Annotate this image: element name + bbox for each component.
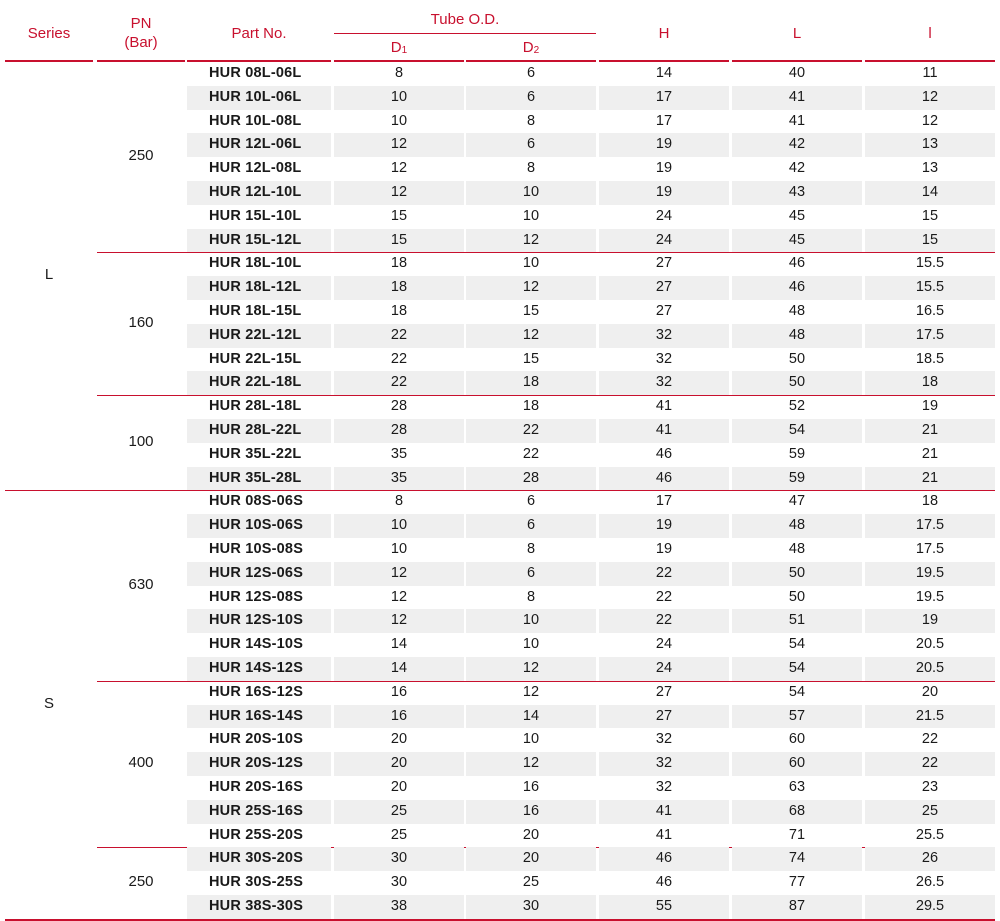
part-number-cell: HUR 20S-16S xyxy=(209,779,304,795)
table-row xyxy=(187,229,995,253)
table-row xyxy=(187,705,995,729)
value-cell: 77 xyxy=(788,874,806,891)
value-cell: 25 xyxy=(522,874,540,891)
value-cell: 50 xyxy=(788,350,806,367)
value-cell: 27 xyxy=(655,683,673,700)
value-cell: 46 xyxy=(655,445,673,462)
value-cell: 12 xyxy=(522,683,540,700)
value-cell: 50 xyxy=(732,371,862,395)
table-row xyxy=(187,300,995,324)
value-cell: 12 xyxy=(334,562,464,586)
value-cell: 57 xyxy=(732,705,862,729)
table-row xyxy=(187,62,995,86)
table-row xyxy=(187,871,995,895)
value-cell: 45 xyxy=(788,207,806,224)
header-d2-sub: 2 xyxy=(533,45,540,56)
value-cell: 10 xyxy=(522,255,540,272)
value-cell: 48 xyxy=(732,324,862,348)
value-cell: 46 xyxy=(732,276,862,300)
pn-group-label: 400 xyxy=(128,754,154,772)
value-cell: 41 xyxy=(599,419,729,443)
part-number-cell: HUR 28L-22L xyxy=(187,419,331,443)
value-cell: 32 xyxy=(599,752,729,776)
table-row xyxy=(187,133,995,157)
value-cell: 41 xyxy=(655,826,673,843)
header-d1-sub: 1 xyxy=(401,45,408,56)
value-cell: 19 xyxy=(921,398,939,415)
part-number-cell: HUR 25S-20S xyxy=(209,826,304,843)
value-cell: 28 xyxy=(334,419,464,443)
header-series: Series xyxy=(27,25,71,42)
table-row xyxy=(187,609,995,633)
part-number-cell: HUR 15L-12L xyxy=(187,229,331,253)
table-row xyxy=(187,586,995,610)
value-cell: 17 xyxy=(655,493,673,510)
value-cell: 30 xyxy=(466,895,596,919)
value-cell: 41 xyxy=(788,112,806,129)
part-number-cell: HUR 18L-15L xyxy=(209,303,302,319)
value-cell: 12 xyxy=(921,112,939,129)
part-number-cell: HUR 10S-06S xyxy=(187,514,331,538)
value-cell: 16 xyxy=(466,800,596,824)
part-number-cell: HUR 14S-10S xyxy=(209,636,304,653)
value-cell: 19 xyxy=(599,181,729,205)
value-cell: 10 xyxy=(466,181,596,205)
part-number-cell: HUR 20S-10S xyxy=(209,731,304,748)
value-cell: 12 xyxy=(466,657,596,681)
value-cell: 15 xyxy=(334,229,464,253)
part-number-cell: HUR 08S-06S xyxy=(209,493,304,510)
part-number-cell: HUR 12L-06L xyxy=(187,133,331,157)
table-row xyxy=(187,371,995,395)
table-row xyxy=(187,419,995,443)
value-cell: 30 xyxy=(390,874,408,891)
value-cell: 21 xyxy=(865,467,995,491)
pn-group-label: 160 xyxy=(128,313,154,331)
value-cell: 26 xyxy=(865,847,995,871)
pn-group-label: 250 xyxy=(128,147,154,165)
value-cell: 15.5 xyxy=(865,276,995,300)
value-cell: 8 xyxy=(526,112,536,129)
value-cell: 43 xyxy=(732,181,862,205)
series-label: L xyxy=(44,266,54,284)
header-d2 xyxy=(466,38,596,60)
value-cell: 18 xyxy=(921,493,939,510)
value-cell: 19 xyxy=(599,514,729,538)
value-cell: 15 xyxy=(921,207,939,224)
part-number-cell: HUR 28L-18L xyxy=(209,398,302,415)
value-cell: 41 xyxy=(732,86,862,110)
part-number-cell: HUR 20S-12S xyxy=(187,752,331,776)
value-cell: 54 xyxy=(788,636,806,653)
value-cell: 24 xyxy=(655,636,673,653)
value-cell: 60 xyxy=(732,752,862,776)
part-number-cell: HUR 12L-08L xyxy=(209,160,302,177)
value-cell: 48 xyxy=(732,514,862,538)
value-cell: 25 xyxy=(865,800,995,824)
value-cell: 26.5 xyxy=(915,874,945,891)
value-cell: 24 xyxy=(655,207,673,224)
value-cell: 68 xyxy=(732,800,862,824)
value-cell: 22 xyxy=(655,588,673,605)
part-number-cell: HUR 10S-08S xyxy=(209,541,304,557)
value-cell: 14 xyxy=(334,657,464,681)
value-cell: 32 xyxy=(655,350,673,367)
part-number-cell: HUR 12S-06S xyxy=(187,562,331,586)
value-cell: 42 xyxy=(732,133,862,157)
table-row xyxy=(187,824,995,848)
value-cell: 19 xyxy=(599,133,729,157)
header-d1-text: D xyxy=(390,39,402,56)
value-cell: 27 xyxy=(655,255,673,272)
value-cell: 8 xyxy=(394,65,404,81)
table-row xyxy=(187,205,995,229)
table-row xyxy=(187,728,995,752)
value-cell: 16.5 xyxy=(915,303,945,319)
value-cell: 16 xyxy=(390,683,408,700)
part-number-cell: HUR 25S-16S xyxy=(187,800,331,824)
part-number-cell: HUR 08L-06L xyxy=(209,65,302,81)
value-cell: 19.5 xyxy=(865,562,995,586)
value-cell: 25.5 xyxy=(915,826,945,843)
table-row xyxy=(187,847,995,871)
value-cell: 20 xyxy=(466,847,596,871)
value-cell: 8 xyxy=(394,493,404,510)
value-cell: 42 xyxy=(788,160,806,177)
value-cell: 19 xyxy=(655,160,673,177)
value-cell: 19 xyxy=(655,541,673,557)
value-cell: 50 xyxy=(788,588,806,605)
pn-group-label: 250 xyxy=(128,873,154,891)
value-cell: 52 xyxy=(788,398,806,415)
value-cell: 24 xyxy=(599,229,729,253)
pn-group-label: 100 xyxy=(128,432,154,450)
value-cell: 6 xyxy=(526,65,536,81)
header-h: H xyxy=(658,25,670,42)
value-cell: 12 xyxy=(466,229,596,253)
value-cell: 15 xyxy=(390,207,408,224)
part-number-cell: HUR 16S-12S xyxy=(209,683,304,700)
value-cell: 29.5 xyxy=(865,895,995,919)
table-row xyxy=(187,895,995,919)
value-cell: 74 xyxy=(732,847,862,871)
value-cell: 12 xyxy=(334,133,464,157)
value-cell: 10 xyxy=(334,514,464,538)
table-row xyxy=(187,395,995,419)
table-row xyxy=(187,110,995,134)
value-cell: 8 xyxy=(526,541,536,557)
value-cell: 40 xyxy=(788,65,806,81)
value-cell: 59 xyxy=(788,445,806,462)
value-cell: 38 xyxy=(334,895,464,919)
value-cell: 51 xyxy=(732,609,862,633)
table-row xyxy=(187,252,995,276)
value-cell: 47 xyxy=(788,493,806,510)
table-row xyxy=(187,86,995,110)
value-cell: 27 xyxy=(599,276,729,300)
value-cell: 15 xyxy=(865,229,995,253)
value-cell: 20 xyxy=(390,731,408,748)
value-cell: 12 xyxy=(865,86,995,110)
part-number-cell: HUR 22L-15L xyxy=(209,350,302,367)
value-cell: 12 xyxy=(334,609,464,633)
value-cell: 23 xyxy=(921,779,939,795)
series-label: S xyxy=(43,694,54,712)
value-cell: 32 xyxy=(655,779,673,795)
part-number-cell: HUR 22L-12L xyxy=(187,324,331,348)
value-cell: 18 xyxy=(390,303,408,319)
part-number-cell: HUR 30S-20S xyxy=(187,847,331,871)
value-cell: 11 xyxy=(922,65,938,81)
value-cell: 22 xyxy=(334,371,464,395)
part-number-cell: HUR 12S-08S xyxy=(209,588,304,605)
value-cell: 13 xyxy=(865,133,995,157)
value-cell: 12 xyxy=(466,324,596,348)
table-row xyxy=(187,490,995,514)
table-row xyxy=(187,633,995,657)
value-cell: 87 xyxy=(732,895,862,919)
value-cell: 18 xyxy=(334,276,464,300)
part-number-cell: HUR 12L-10L xyxy=(187,181,331,205)
part-number-cell: HUR 18L-10L xyxy=(209,255,302,272)
value-cell: 48 xyxy=(788,303,806,319)
header-pn-line2: (Bar) xyxy=(124,34,158,51)
value-cell: 17.5 xyxy=(915,541,945,557)
value-cell: 20 xyxy=(334,752,464,776)
value-cell: 24 xyxy=(599,657,729,681)
value-cell: 10 xyxy=(466,609,596,633)
part-number-cell: HUR 18L-12L xyxy=(187,276,331,300)
value-cell: 18 xyxy=(466,371,596,395)
table-row xyxy=(187,157,995,181)
header-d1 xyxy=(334,38,464,60)
value-cell: 20 xyxy=(921,683,939,700)
part-number-cell: HUR 12S-10S xyxy=(187,609,331,633)
value-cell: 27 xyxy=(655,303,673,319)
header-d2-text: D xyxy=(522,39,534,56)
table-row xyxy=(187,514,995,538)
value-cell: 14 xyxy=(466,705,596,729)
value-cell: 17.5 xyxy=(865,324,995,348)
header-i: l xyxy=(928,25,932,42)
value-cell: 14 xyxy=(865,181,995,205)
value-cell: 22 xyxy=(334,324,464,348)
value-cell: 25 xyxy=(334,800,464,824)
value-cell: 35 xyxy=(390,445,408,462)
value-cell: 20.5 xyxy=(865,657,995,681)
value-cell: 48 xyxy=(788,541,806,557)
table-row xyxy=(187,538,995,562)
part-number-cell: HUR 35L-22L xyxy=(209,445,302,462)
table-row xyxy=(187,276,995,300)
value-cell: 15 xyxy=(522,303,540,319)
value-cell: 28 xyxy=(466,467,596,491)
table-row xyxy=(187,776,995,800)
part-number-cell: HUR 30S-25S xyxy=(209,874,304,891)
value-cell: 20 xyxy=(390,779,408,795)
value-cell: 22 xyxy=(921,731,939,748)
part-number-cell: HUR 14S-12S xyxy=(187,657,331,681)
value-cell: 71 xyxy=(788,826,806,843)
value-cell: 12 xyxy=(466,276,596,300)
header-part-no: Part No. xyxy=(231,25,287,42)
part-number-cell: HUR 15L-10L xyxy=(209,207,302,224)
value-cell: 20.5 xyxy=(915,636,945,653)
table-row xyxy=(187,657,995,681)
value-cell: 25 xyxy=(390,826,408,843)
table-row xyxy=(187,562,995,586)
value-cell: 15 xyxy=(522,350,540,367)
value-cell: 12 xyxy=(334,181,464,205)
value-cell: 20 xyxy=(522,826,540,843)
header-underline xyxy=(97,60,185,62)
value-cell: 19.5 xyxy=(915,588,945,605)
value-cell: 46 xyxy=(599,847,729,871)
value-cell: 46 xyxy=(599,467,729,491)
value-cell: 21 xyxy=(921,445,939,462)
value-cell: 12 xyxy=(390,588,408,605)
value-cell: 16 xyxy=(334,705,464,729)
value-cell: 10 xyxy=(334,86,464,110)
value-cell: 6 xyxy=(466,514,596,538)
value-cell: 63 xyxy=(788,779,806,795)
value-cell: 59 xyxy=(732,467,862,491)
value-cell: 16 xyxy=(522,779,540,795)
value-cell: 14 xyxy=(655,65,673,81)
value-cell: 19 xyxy=(865,609,995,633)
part-number-cell: HUR 35L-28L xyxy=(187,467,331,491)
part-number-cell: HUR 22L-18L xyxy=(187,371,331,395)
value-cell: 46 xyxy=(788,255,806,272)
value-cell: 27 xyxy=(599,705,729,729)
value-cell: 32 xyxy=(655,731,673,748)
value-cell: 41 xyxy=(655,398,673,415)
value-cell: 14 xyxy=(390,636,408,653)
table-row xyxy=(187,181,995,205)
value-cell: 30 xyxy=(334,847,464,871)
value-cell: 55 xyxy=(599,895,729,919)
value-cell: 18 xyxy=(522,398,540,415)
value-cell: 28 xyxy=(390,398,408,415)
value-cell: 54 xyxy=(732,657,862,681)
pn-group-label: 630 xyxy=(128,575,154,593)
value-cell: 54 xyxy=(732,419,862,443)
table-row xyxy=(187,324,995,348)
part-number-cell: HUR 10L-06L xyxy=(187,86,331,110)
value-cell: 45 xyxy=(732,229,862,253)
table-row xyxy=(187,467,995,491)
value-cell: 60 xyxy=(788,731,806,748)
value-cell: 17 xyxy=(655,112,673,129)
value-cell: 32 xyxy=(599,371,729,395)
header-tube-od: Tube O.D. xyxy=(430,11,500,28)
table-row xyxy=(187,443,995,467)
value-cell: 12 xyxy=(466,752,596,776)
value-cell: 15.5 xyxy=(915,255,945,272)
value-cell: 12 xyxy=(390,160,408,177)
header-l: L xyxy=(792,25,802,42)
value-cell: 17.5 xyxy=(865,514,995,538)
part-number-cell: HUR 38S-30S xyxy=(187,895,331,919)
value-cell: 8 xyxy=(526,160,536,177)
value-cell: 6 xyxy=(466,133,596,157)
value-cell: 10 xyxy=(390,541,408,557)
value-cell: 54 xyxy=(788,683,806,700)
value-cell: 21.5 xyxy=(865,705,995,729)
value-cell: 22 xyxy=(599,562,729,586)
table-row xyxy=(187,681,995,705)
value-cell: 22 xyxy=(390,350,408,367)
value-cell: 22 xyxy=(865,752,995,776)
value-cell: 22 xyxy=(466,419,596,443)
value-cell: 10 xyxy=(522,207,540,224)
part-number-cell: HUR 16S-14S xyxy=(187,705,331,729)
value-cell: 6 xyxy=(466,562,596,586)
value-cell: 46 xyxy=(655,874,673,891)
header-pn xyxy=(97,14,185,52)
value-cell: 32 xyxy=(599,324,729,348)
value-cell: 17 xyxy=(599,86,729,110)
value-cell: 10 xyxy=(390,112,408,129)
header-underline xyxy=(5,60,93,62)
value-cell: 41 xyxy=(599,800,729,824)
value-cell: 8 xyxy=(526,588,536,605)
value-cell: 18 xyxy=(390,255,408,272)
value-cell: 13 xyxy=(921,160,939,177)
header-pn-line1: PN xyxy=(130,15,152,32)
value-cell: 50 xyxy=(732,562,862,586)
part-number-cell: HUR 10L-08L xyxy=(209,112,302,129)
tube-od-divider xyxy=(334,33,596,34)
value-cell: 21 xyxy=(865,419,995,443)
value-cell: 6 xyxy=(526,493,536,510)
value-cell: 22 xyxy=(522,445,540,462)
table-row xyxy=(187,348,995,372)
value-cell: 10 xyxy=(522,731,540,748)
value-cell: 35 xyxy=(334,467,464,491)
value-cell: 22 xyxy=(599,609,729,633)
table-row xyxy=(187,800,995,824)
value-cell: 18.5 xyxy=(915,350,945,367)
value-cell: 10 xyxy=(522,636,540,653)
value-cell: 18 xyxy=(865,371,995,395)
table-row xyxy=(187,752,995,776)
value-cell: 6 xyxy=(466,86,596,110)
